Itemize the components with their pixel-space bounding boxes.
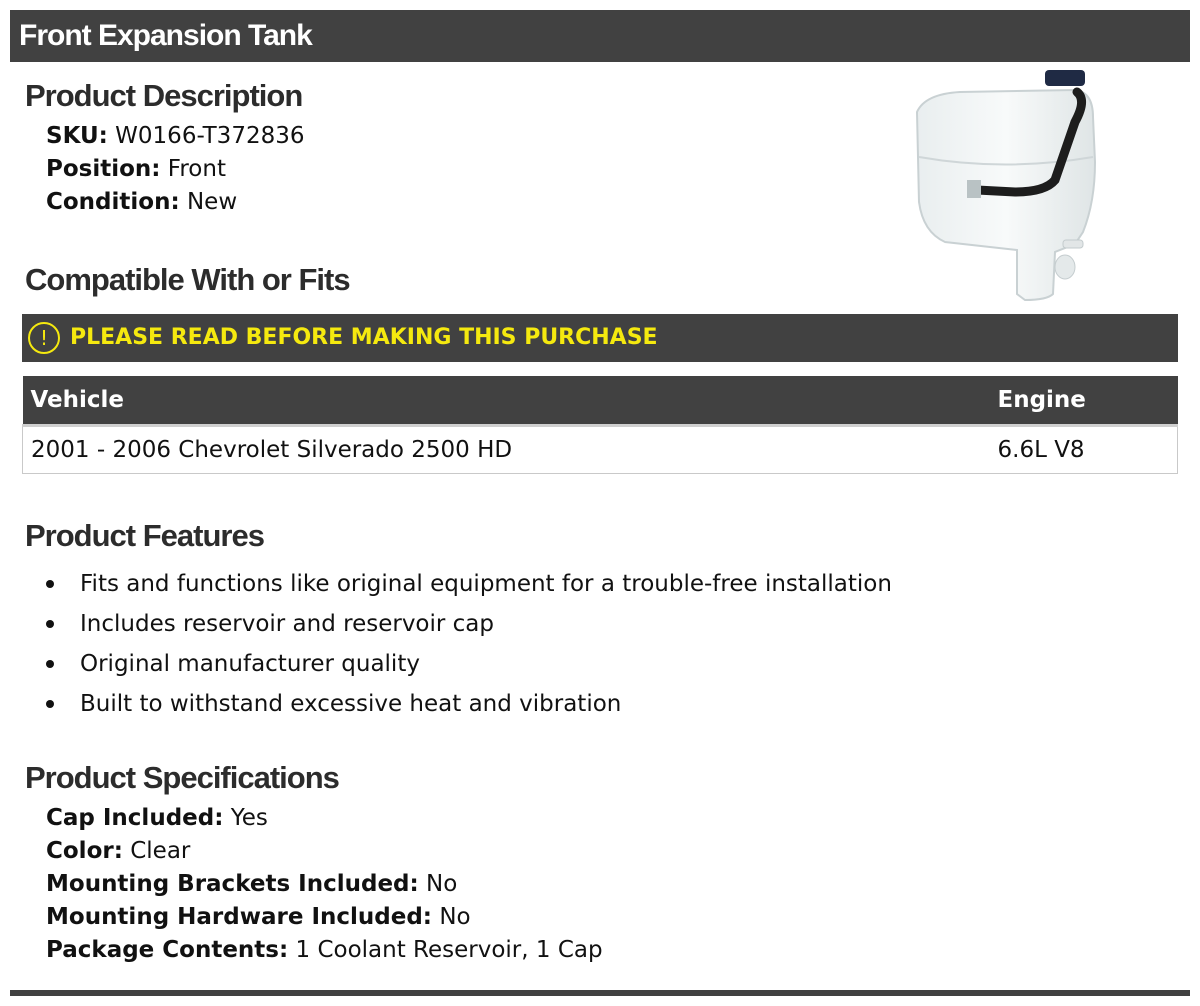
spec-row xyxy=(46,934,603,967)
list-item xyxy=(46,644,892,684)
product-specifications-heading: Product Specifications xyxy=(25,760,339,795)
spec-row xyxy=(46,901,603,934)
specifications-list xyxy=(46,802,603,967)
product-description-heading: Product Description xyxy=(25,78,303,113)
purchase-warning-banner xyxy=(22,314,1178,362)
product-features-heading: Product Features xyxy=(25,518,264,553)
feature-text: Original manufacturer quality xyxy=(80,651,420,677)
sku-value: W0166-T372836 xyxy=(115,123,305,149)
features-list xyxy=(46,564,892,724)
spec-value: Yes xyxy=(230,805,268,831)
cap-shape xyxy=(1045,70,1085,86)
spec-value: No xyxy=(439,904,471,930)
list-item xyxy=(46,604,892,644)
condition-label: Condition: xyxy=(46,189,180,215)
engine-cell: 6.6L V8 xyxy=(990,426,1178,474)
feature-text: Includes reservoir and reservoir cap xyxy=(80,611,494,637)
warning-circle-icon: ! xyxy=(28,322,60,354)
spec-value: 1 Coolant Reservoir, 1 Cap xyxy=(295,937,603,963)
expansion-tank-image xyxy=(905,62,1105,302)
position-label: Position: xyxy=(46,156,161,182)
position-row xyxy=(46,153,304,186)
spec-label: Cap Included: xyxy=(46,805,224,831)
spec-row xyxy=(46,868,603,901)
page-title: Front Expansion Tank xyxy=(10,10,1190,62)
list-item xyxy=(46,684,892,724)
position-value: Front xyxy=(167,156,226,182)
sku-label: SKU: xyxy=(46,123,108,149)
spec-value: No xyxy=(426,871,458,897)
spec-label: Mounting Hardware Included: xyxy=(46,904,433,930)
bullet-icon xyxy=(46,660,54,668)
bullet-icon xyxy=(46,620,54,628)
spec-label: Package Contents: xyxy=(46,937,289,963)
spec-label: Color: xyxy=(46,838,123,864)
list-item xyxy=(46,564,892,604)
fitment-table xyxy=(22,376,1178,474)
spec-value: Clear xyxy=(130,838,191,864)
feature-text: Built to withstand excessive heat and vibration xyxy=(80,691,622,717)
spec-row xyxy=(46,802,603,835)
bullet-icon xyxy=(46,580,54,588)
table-row xyxy=(23,426,1178,474)
spec-row xyxy=(46,835,603,868)
bullet-icon xyxy=(46,700,54,708)
warning-text: PLEASE READ BEFORE MAKING THIS PURCHASE xyxy=(70,325,658,350)
engine-column-header: Engine xyxy=(990,376,1178,426)
spec-label: Mounting Brackets Included: xyxy=(46,871,419,897)
condition-row xyxy=(46,186,304,219)
compatibility-heading: Compatible With or Fits xyxy=(25,262,350,297)
feature-text: Fits and functions like original equipment for a trouble-free installation xyxy=(80,571,892,597)
condition-value: New xyxy=(186,189,238,215)
bottom-divider xyxy=(10,990,1190,996)
product-description-list xyxy=(46,120,304,219)
sku-row xyxy=(46,120,304,153)
table-header-row xyxy=(23,376,1178,426)
vehicle-cell: 2001 - 2006 Chevrolet Silverado 2500 HD xyxy=(23,426,990,474)
vehicle-column-header: Vehicle xyxy=(23,376,990,426)
